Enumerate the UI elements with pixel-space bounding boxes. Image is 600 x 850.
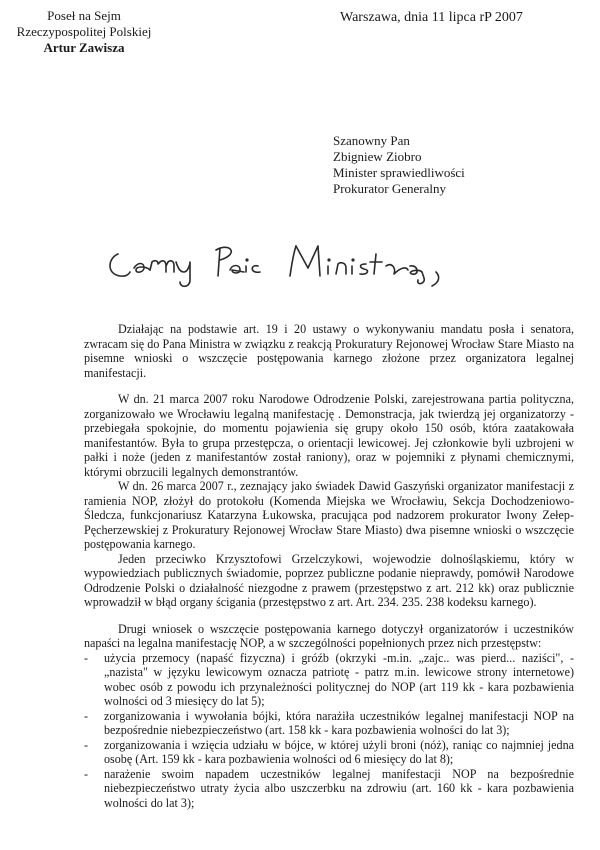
paragraph-4: Jeden przeciwko Krzysztofowi Grzelczykowi, wojewodzie dolnośląskiemu, który w wypowiedziach publicznych świadomie, poprzez publiczne podanie nieprawdy, pomówił Narodowe Odrodzenie Polski o działalność niezgodne z prawem (przestępstwo z art. 212 kk) oraz publicznie wprowadził w błąd organy ścigania (przestępstwo z art. Art. 234. 235. 238 kodeksu karnego).	[84, 551, 574, 609]
recipient-role: Prokurator Generalny	[333, 181, 446, 196]
sender-country: Rzeczypospolitej Polskiej	[16, 24, 152, 39]
recipient-greeting: Szanowny Pan	[333, 133, 410, 148]
list-dash: -	[84, 737, 89, 752]
offence-list	[84, 651, 574, 811]
recipient-block	[333, 133, 465, 197]
handwritten-salutation	[100, 232, 500, 297]
sender-title: Poseł na Sejm	[47, 8, 121, 23]
list-item: - zorganizowania i wzięcia udziału w bójce, w której użyli broni (nóż), raniąc co najmniej jedna osobę (Art. 159 kk - kara pozbawienia wolności od 6 miesięcy do lat 8);	[84, 737, 574, 766]
list-item: - użycia przemocy (napaść fizyczna) i gróźb (okrzyki -m.in. „zajc.. was pierd... naziści", - „nazista" w języku lewicowym oznacza patriotę - patrz m.in. lewicowe strony internetowe) wobec osób z powodu ich przynależności politycznej do NOP (art 119 kk - kara pozbawienia wolności od 3 miesięcy do lat 5);	[84, 650, 574, 708]
list-dash: -	[84, 650, 89, 665]
letter-body	[84, 322, 574, 810]
paragraph-1: Działając na podstawie art. 19 i 20 ustawy o wykonywaniu mandatu posła i senatora, zwracam się do Pana Ministra w związku z reakcją Prokuratury Rejonowej Wrocław Stare Miasto na pisemne wnioski o wszczęcie postępowania karnego złożone przez organizatora legalnej manifestacji.	[84, 322, 574, 380]
list-item: - narażenie swoim napadem uczestników legalnej manifestacji NOP na bezpośrednie niebezpieczeństwo utraty życia albo uszczerbku na zdrowiu (art. 160 kk - kara pozbawienia wolności do lat 3);	[84, 766, 574, 810]
recipient-office: Minister sprawiedliwości	[333, 165, 465, 180]
paragraph-2: W dn. 21 marca 2007 roku Narodowe Odrodzenie Polski, zarejestrowana partia polityczna, zorganizowało we Wrocławiu legalną manifestację . Demonstracja, jak twierdzą jej organizatorzy - przebiegała spokojnie, do momentu pojawienia się grupy około 150 osób, która zaatakowała manifestantów. Była to grupa przestępcza, o orientacji lewicowej. Jej członkowie byli uzbrojeni w pałki i noże (jeden z manifestantów został raniony), oraz w pojemniki z płynami chemicznymi, którymi obrzucili legalnych demonstrantów.	[84, 392, 574, 479]
list-item: - zorganizowania i wywołania bójki, która narażiła uczestników legalnej manifestacji NOP na bezpośrednie niebezpieczeństwo (art. 158 kk - kara pozbawienia wolności do lat 3);	[84, 708, 574, 737]
letter-date: Warszawa, dnia 11 lipca rP 2007	[340, 10, 523, 25]
recipient-name: Zbigniew Ziobro	[333, 149, 422, 164]
paragraph-5: Drugi wniosek o wszczęcie postępowania karnego dotyczył organizatorów i uczestników napaści na legalna manifestację NOP, a w szczególności popełnionych przez nich przestępstw:	[84, 621, 574, 650]
paragraph-3: W dn. 26 marca 2007 r., zeznający jako świadek Dawid Gaszyński organizator manifestacji z ramienia NOP, złożył do protokołu (Komenda Miejska we Wrocławiu, Sekcja Dochodzeniowo-Śledcza, funkcjonariusz Katarzyna Łukowska, pracująca pod nadzorem prokurator Iwony Zełep-Pęcherzewskiej z Prokuratury Rejonowej Wrocław Stare Miasto) dwa pisemne wnioski o wszczęcie postępowania karnego.	[84, 479, 574, 551]
sender-name: Artur Zawisza	[43, 40, 125, 55]
list-dash: -	[84, 766, 89, 781]
list-dash: -	[84, 708, 89, 723]
sender-block	[14, 8, 154, 56]
